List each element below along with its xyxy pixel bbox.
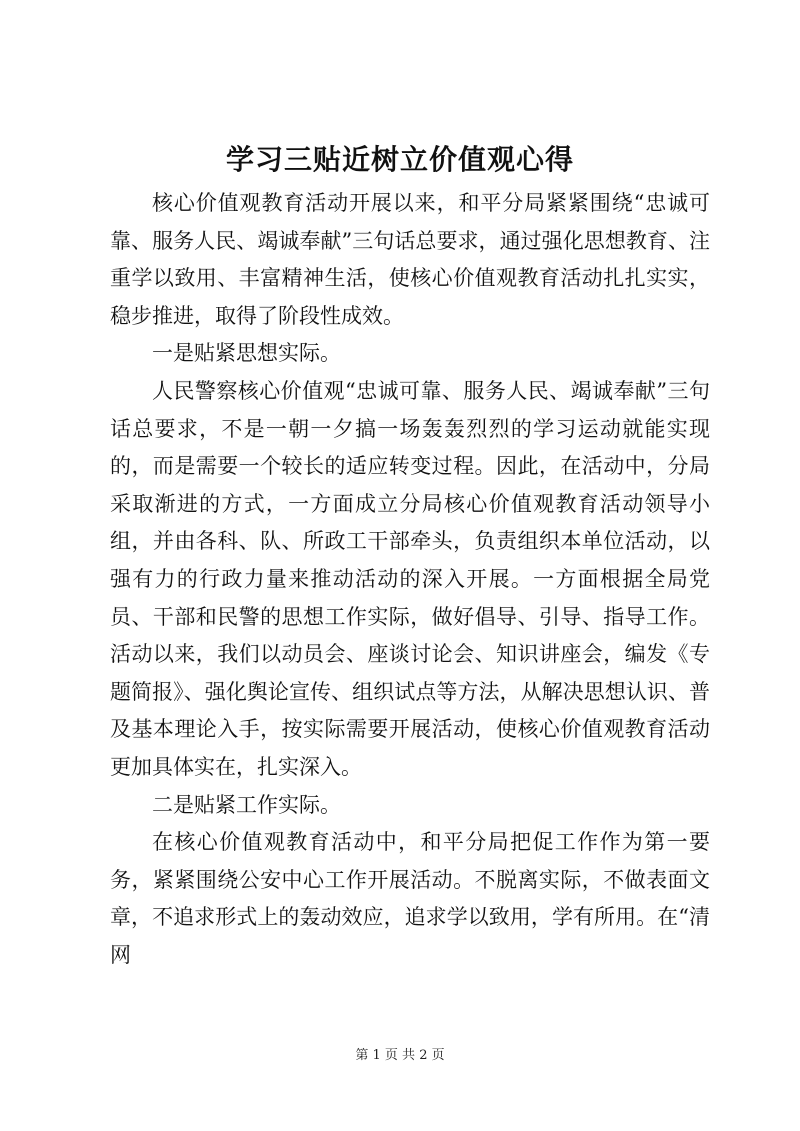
page-footer: 第 1 页 共 2 页 — [355, 1048, 445, 1063]
paragraph-section-2: 在核心价值观教育活动中，和平分局把促工作作为第一要务，紧紧围绕公安中心工作开展活动。不脱离实际，不做表面文章，不追求形式上的轰动效应，追求学以致用，学有所用。在“清网 — [110, 830, 710, 967]
paragraph-section-1: 人民警察核心价值观“忠诚可靠、服务人民、竭诚奉献”三句话总要求，不是一朝一夕搞一场轰轰烈烈的学习运动就能实现的，而是需要一个较长的适应转变过程。因此，在活动中，分局采取渐进的方式，一方面成立分局核心价值观教育活动领导小组，并由各科、队、所政工干部牵头，负责组织本单位活动，以强有力的行政力量来推动活动的深入开展。一方面根据全局党员、干部和民警的思想工作实际，做好倡导、引导、指导工作。活动以来，我们以动员会、座谈讨论会、知识讲座会，编发《专题简报》、强化舆论宣传、组织试点等方法，从解决思想认识、普及基本理论入手，按实际需要开展活动，使核心价值观教育活动更加具体实在，扎实深入。 — [110, 378, 710, 779]
page-title: 学习三贴近树立价值观心得 — [225, 143, 574, 176]
paragraph-intro: 核心价值观教育活动开展以来，和平分局紧紧围绕“忠诚可靠、服务人民、竭诚奉献”三句话总要求，通过强化思想教育、注重学以致用、丰富精神生活，使核心价值观教育活动扎扎实实，稳步推进，取得了阶段性成效。 — [110, 191, 710, 328]
section-heading-2: 二是贴紧工作实际。 — [152, 792, 341, 817]
document-body — [110, 185, 710, 974]
section-heading-1: 一是贴紧思想实际。 — [152, 341, 341, 366]
